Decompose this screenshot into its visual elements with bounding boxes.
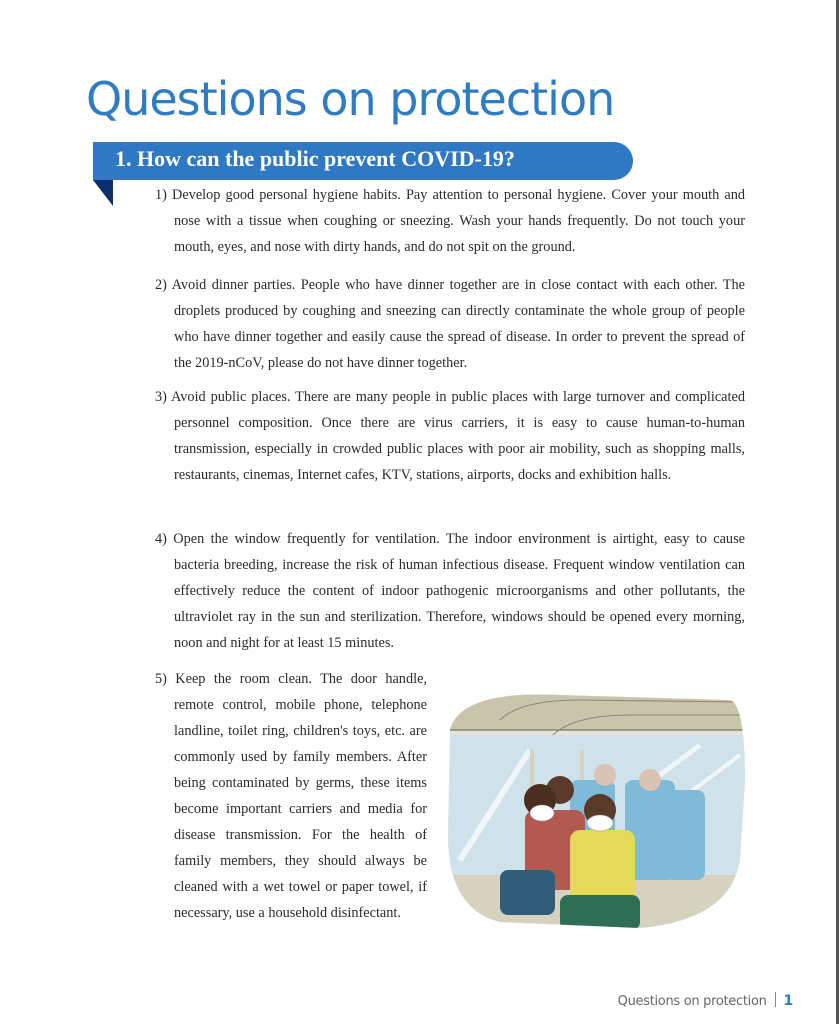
list-item <box>155 272 745 376</box>
page-number: 1 <box>783 993 793 1009</box>
list-item <box>155 526 745 656</box>
page-footer <box>618 992 793 1009</box>
item-text: 1) Develop good personal hygiene habits. Pay attention to personal hygiene. Cover your mouth and nose with a tissue when coughing or sneezing. Wash your hands frequently. Do not touch your mouth, eyes, and nose with dirty hands, and do not spit on the ground. <box>155 187 745 255</box>
list-item <box>155 384 745 488</box>
section-heading: 1. How can the public prevent COVID-19? <box>115 146 515 171</box>
list-item <box>155 182 745 260</box>
bus-passengers-illustration <box>440 660 750 940</box>
page-title: Questions on protection <box>86 72 615 126</box>
footer-label: Questions on protection <box>617 994 767 1009</box>
section-banner <box>93 142 633 180</box>
list-item <box>155 666 427 926</box>
item-text: 4) Open the window frequently for ventilation. The indoor environment is airtight, easy to cause bacteria breeding, increase the risk of human infectious disease. Frequent window ventilation can effectively reduce the content of indoor pathogenic microorganisms and other pollutants, the ultraviolet ray in the sun and sterilization. Therefore, windows should be opened every morning, noon and night for at least 15 minutes. <box>155 531 745 651</box>
item-text: 3) Avoid public places. There are many people in public places with large turnover and complicated personnel composition. Once there are virus carriers, it is easy to cause human-to-human transmission, especially in crowded public places with poor air mobility, such as shopping malls, restaurants, cinemas, Internet cafes, KTV, stations, airports, docks and exhibition halls. <box>155 389 745 483</box>
item-text: 2) Avoid dinner parties. People who have dinner together are in close contact with each other. The droplets produced by coughing and sneezing can directly contaminate the whole group of people who have dinner together and easily cause the spread of disease. In order to prevent the spread of the 2019-nCoV, please do not have dinner together. <box>155 277 745 371</box>
item-text: 5) Keep the room clean. The door handle, remote control, mobile phone, telephone landline, toilet ring, children's toys, etc. are commonly used by family members. After being contaminated by germs, these items become important carriers and media for disease transmission. For the health of family members, they should always be cleaned with a wet towel or paper towel, if necessary, use a household disinfectant. <box>155 671 427 921</box>
banner-fold <box>93 180 113 206</box>
footer-separator <box>775 992 776 1007</box>
